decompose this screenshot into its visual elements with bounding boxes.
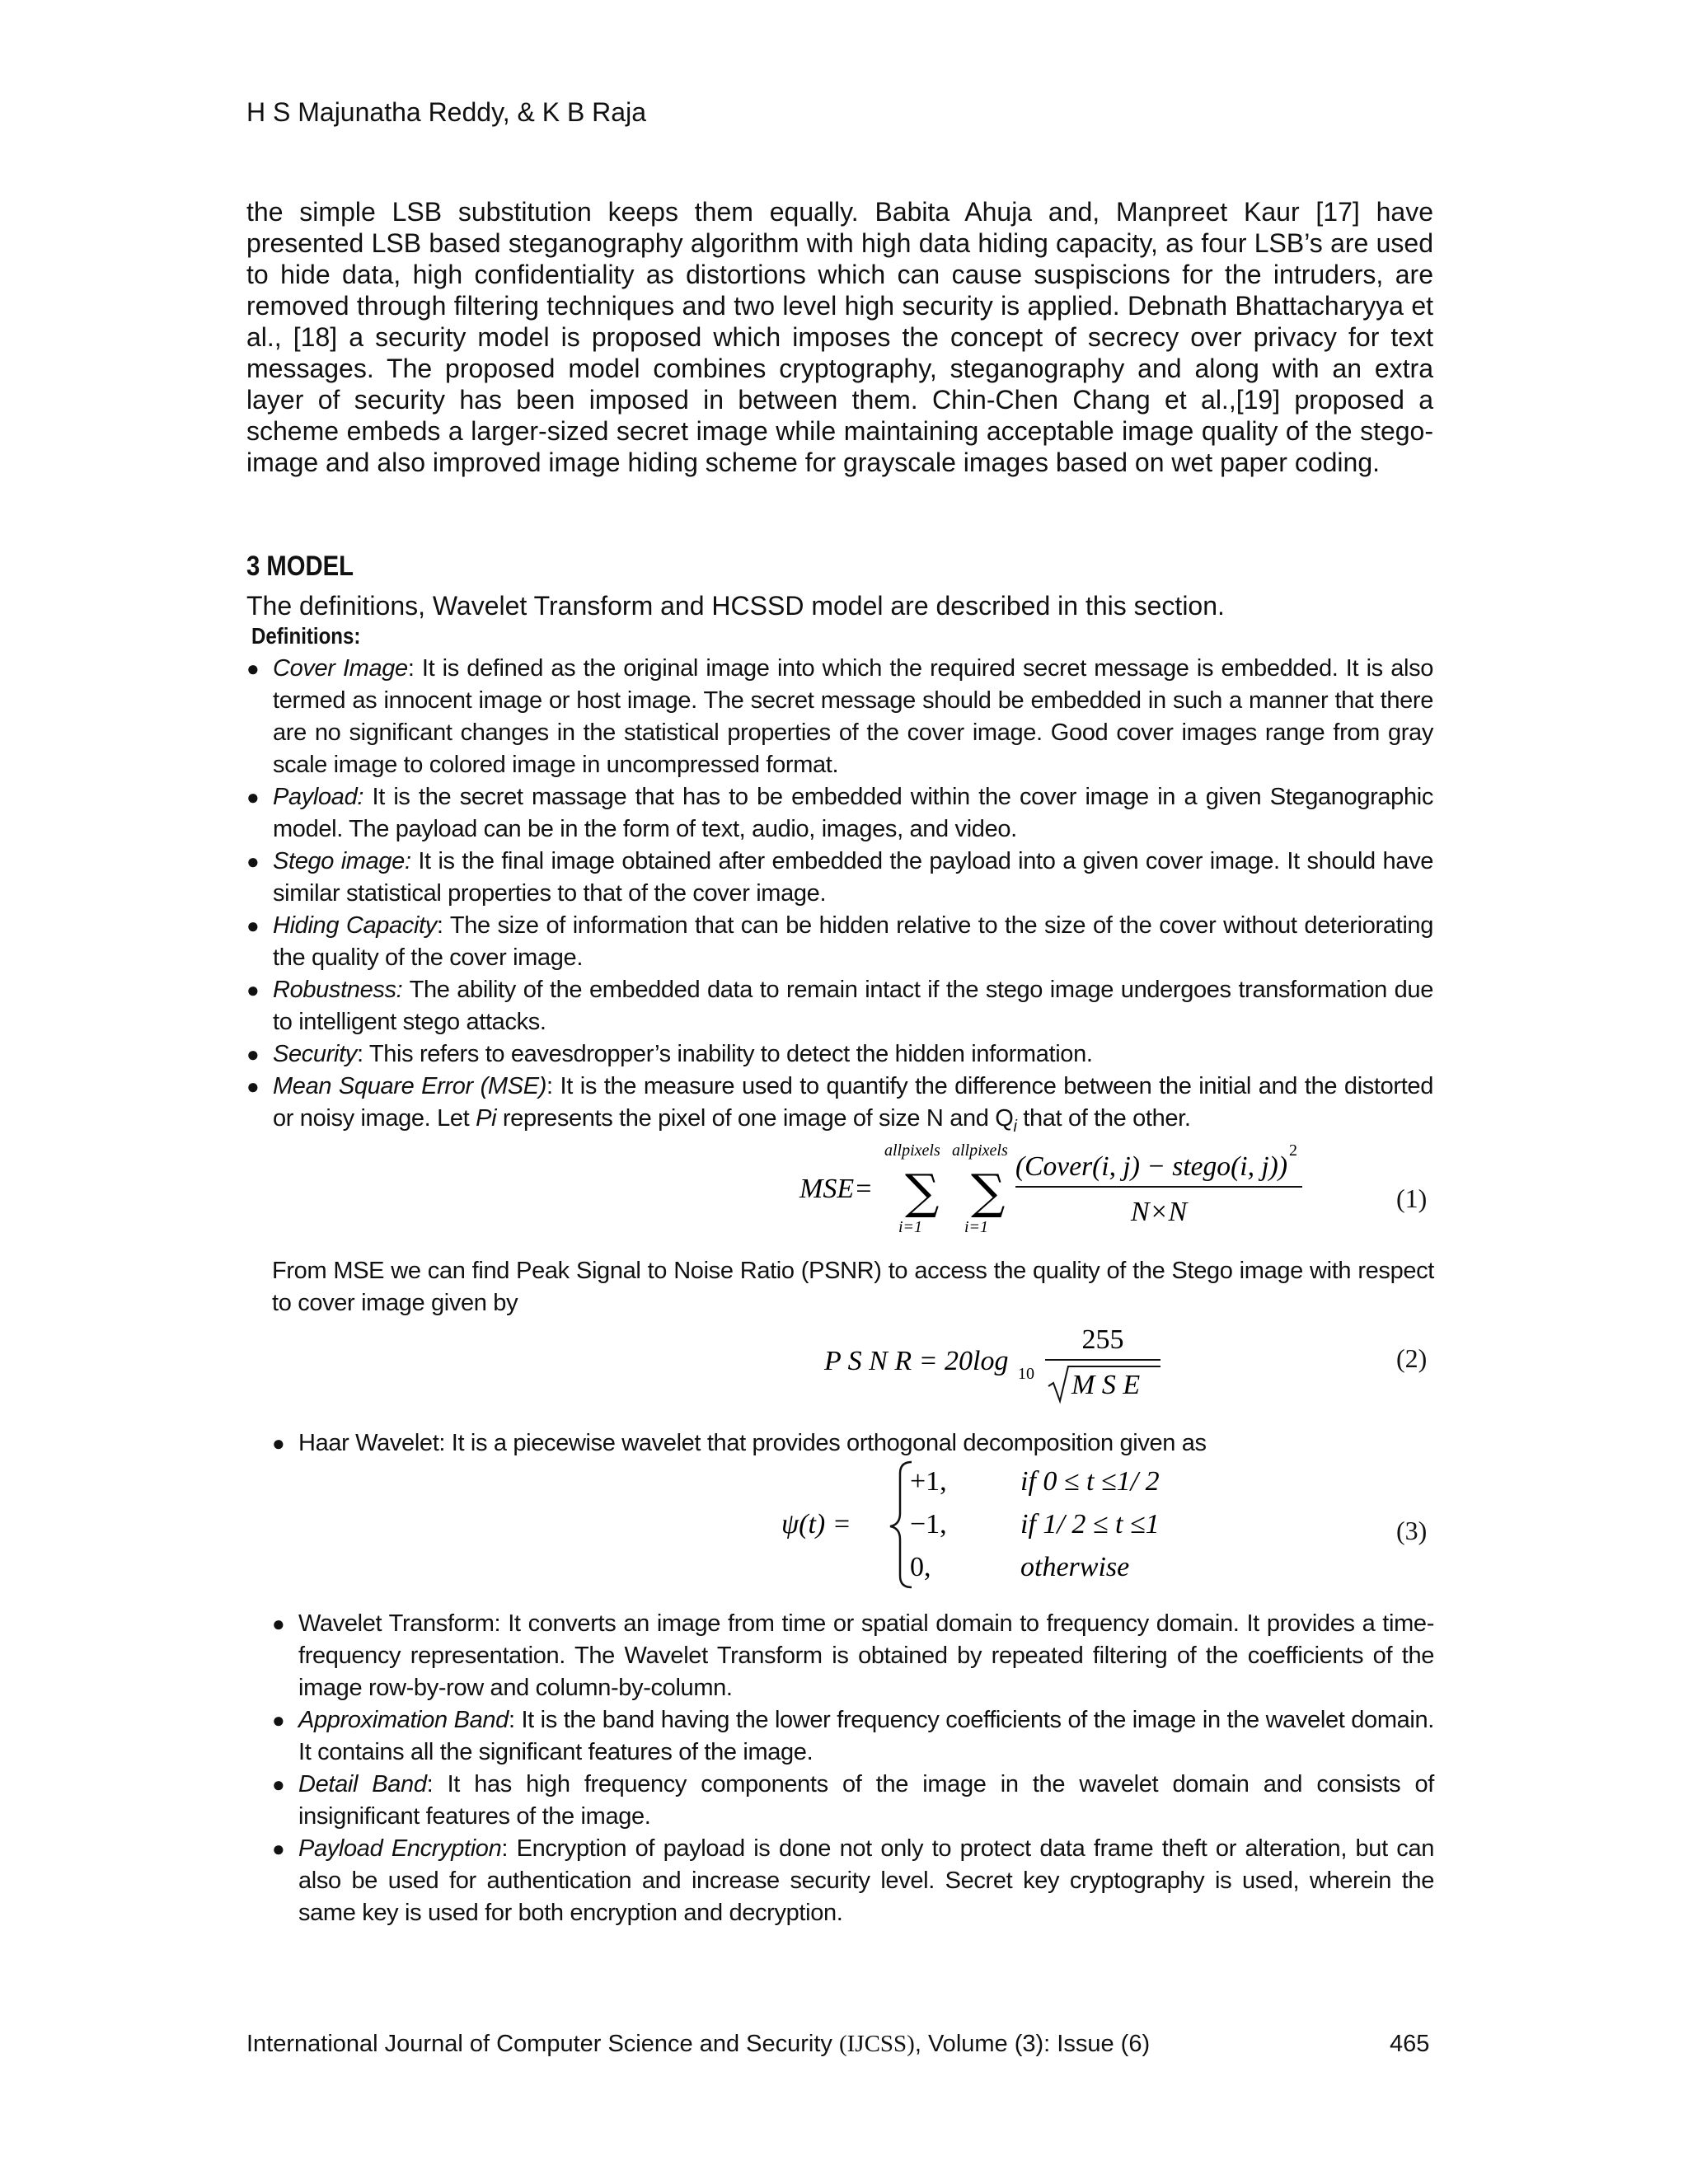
- definition-text: : It has high frequency components of the image in the wavelet domain and consists of insignificant features of the image.: [298, 1771, 1434, 1830]
- bullet-icon: ●: [246, 1042, 260, 1066]
- definition-term: Security: [273, 1041, 357, 1067]
- list-item: [246, 846, 1433, 910]
- definition-subscript: i: [1013, 1117, 1017, 1136]
- case-value: −1,: [910, 1509, 947, 1540]
- sum-lower-limit: i=1: [964, 1218, 989, 1235]
- definition-text: : It is the band having the lower frequency coefficients of the image in the wavelet domain. It contains all the significant features of the image.: [298, 1707, 1434, 1765]
- bullet-icon: ●: [272, 1708, 285, 1732]
- definition-text: that of the other.: [1016, 1105, 1191, 1132]
- definition-term: Stego image:: [273, 848, 411, 874]
- fraction-power: 2: [1289, 1141, 1297, 1160]
- list-item: [246, 1071, 1433, 1143]
- bullet-icon: ●: [272, 1772, 285, 1797]
- list-item-text: Haar Wavelet: It is a piecewise wavelet that provides orthogonal decomposition given as: [298, 1430, 1207, 1456]
- fraction-numerator: 255: [1081, 1324, 1124, 1355]
- running-head-authors: H S Majunatha Reddy, & K B Raja: [246, 97, 646, 127]
- list-item: [246, 910, 1433, 974]
- equation-lhs: MSE=: [799, 1174, 874, 1204]
- definition-text: The ability of the embedded data to remain intact if the stego image undergoes transformation due to intelligent stego attacks.: [273, 977, 1433, 1035]
- bullet-icon: ●: [246, 913, 260, 938]
- bullet-icon: ●: [272, 1431, 285, 1455]
- definition-symbol: Pi: [476, 1105, 497, 1132]
- list-item: [246, 1038, 1433, 1071]
- bullet-icon: ●: [272, 1611, 285, 1636]
- equation-lhs: P S N R = 20log: [824, 1346, 1009, 1376]
- fraction-numerator: (Cover(i, j) − stego(i, j)): [1015, 1151, 1287, 1182]
- definition-text: It is the secret massage that has to be embedded within the cover image in a given Steganographic model. The payload can be in the form of text, audio, images, and video.: [273, 784, 1433, 842]
- equation-haar: [773, 1459, 1218, 1591]
- list-item: [246, 781, 1433, 846]
- page-number: 465: [1390, 2031, 1430, 2057]
- definition-term: Approximation Band: [298, 1707, 509, 1733]
- definition-text: : This refers to eavesdropper’s inability to detect the hidden information.: [356, 1041, 1093, 1067]
- psnr-paragraph: From MSE we can find Peak Signal to Noise Ratio (PSNR) to access the quality of the Stego image with respect to cover image given by: [272, 1258, 1434, 1316]
- bullet-icon: ●: [272, 1836, 285, 1861]
- case-condition: otherwise: [1020, 1552, 1130, 1582]
- bullet-icon: ●: [246, 977, 260, 1002]
- list-item: [272, 1704, 1434, 1769]
- definitions-heading: Definitions:: [251, 623, 361, 649]
- definition-term: Payload:: [273, 784, 364, 810]
- bullet-icon: ●: [246, 656, 260, 681]
- case-condition: if 1/ 2 ≤ t ≤1: [1020, 1509, 1160, 1540]
- sum-symbol: ∑: [905, 1164, 940, 1220]
- bullet-icon: ●: [246, 849, 260, 874]
- brace-icon: [890, 1462, 912, 1587]
- equation-number: (3): [1396, 1516, 1428, 1545]
- section-intro: The definitions, Wavelet Transform and HCSSD model are described in this section.: [246, 591, 1225, 621]
- journal-footer: [246, 2031, 1150, 2058]
- fraction-denominator: M S E: [1071, 1370, 1141, 1400]
- case-value: 0,: [910, 1552, 931, 1582]
- definitions-list: [246, 653, 1433, 1143]
- intro-paragraph: the simple LSB substitution keeps them equally. Babita Ahuja and, Manpreet Kaur [17] have presented LSB based steganography algorithm with high data hiding capacity, as four LSB’s are used to hide data, high confidentiality as distortions which can cause suspiscions for the intruders, are removed through filtering techniques and two level high security is applied. Debnath Bhattacharyya et al., [18] a security model is proposed which imposes the concept of secrecy over privacy for text messages. The proposed model combines cryptography, steganography and along with an extra layer of security has been imposed in between them. Chin-Chen Chang et al.,[19] proposed a scheme embeds a larger-sized secret image while maintaining acceptable image quality of the stego-image and also improved image hiding scheme for grayscale images based on wet paper coding.: [246, 197, 1433, 477]
- definition-text: : It is the measure used to quantify the difference between the initial and the distorted or noisy image. Let: [273, 1073, 1433, 1132]
- journal-name: International Journal of Computer Science and Security: [246, 2031, 839, 2057]
- transform-list: [272, 1608, 1434, 1929]
- equation-mse: [791, 1136, 1368, 1235]
- haar-list: [272, 1427, 1434, 1460]
- list-item: [246, 653, 1433, 781]
- equation-lhs: ψ(t) =: [781, 1509, 851, 1540]
- definition-text: represents the pixel of one image of size N and Q: [496, 1105, 1014, 1132]
- definition-text: : The size of information that can be hidden relative to the size of the cover without deteriorating the quality of the cover image.: [273, 912, 1433, 971]
- definition-term: Robustness:: [273, 977, 403, 1003]
- list-item: [246, 974, 1433, 1038]
- case-value: +1,: [910, 1466, 947, 1497]
- definition-text: It is the final image obtained after embedded the payload into a given cover image. It should have similar statistical properties to that of the cover image.: [273, 848, 1433, 907]
- case-condition: if 0 ≤ t ≤1/ 2: [1020, 1466, 1160, 1497]
- list-item: [272, 1608, 1434, 1704]
- list-item: [272, 1427, 1434, 1460]
- definition-term: Mean Square Error (MSE): [273, 1073, 547, 1099]
- sum-symbol: ∑: [971, 1164, 1006, 1220]
- definition-term: Payload Encryption: [298, 1835, 502, 1862]
- list-item: [272, 1769, 1434, 1833]
- definition-text: : Encryption of payload is done not only to protect data frame theft or alteration, but can also be used for authentication and increase security level. Secret key cryptography is used, wherein the same key is used for both encryption and decryption.: [298, 1835, 1434, 1926]
- definition-term: Hiding Capacity: [273, 912, 437, 939]
- sum-lower-limit: i=1: [898, 1218, 923, 1235]
- equation-psnr: [816, 1317, 1179, 1409]
- list-item-text: Wavelet Transform: It converts an image from time or spatial domain to frequency domain. It provides a time-frequency representation. The Wavelet Transform is obtained by repeated filtering of the coefficients of the image row-by-row and column-by-column.: [298, 1610, 1434, 1701]
- sum-upper-limit: allpixels: [884, 1141, 940, 1160]
- section-heading: 3 MODEL: [246, 551, 354, 582]
- list-item: [272, 1833, 1434, 1929]
- journal-issue: , Volume (3): Issue (6): [914, 2031, 1151, 2057]
- fraction-denominator: N×N: [1130, 1197, 1188, 1227]
- equation-number: (1): [1396, 1183, 1428, 1213]
- log-base: 10: [1018, 1365, 1034, 1383]
- definition-term: Detail Band: [298, 1771, 427, 1797]
- definition-term: Cover Image: [273, 655, 408, 682]
- definition-text: : It is defined as the original image into which the required secret message is embedded. It is also termed as innocent image or host image. The secret message should be embedded in such a manner that there are no significant changes in the statistical properties of the cover image. Good cover images range from gray scale image to colored image in uncompressed format.: [273, 655, 1433, 778]
- journal-abbreviation: (IJCSS): [838, 2031, 915, 2057]
- equation-number: (2): [1396, 1343, 1428, 1373]
- bullet-icon: ●: [246, 1074, 260, 1099]
- bullet-icon: ●: [246, 785, 260, 809]
- sum-upper-limit: allpixels: [952, 1141, 1008, 1160]
